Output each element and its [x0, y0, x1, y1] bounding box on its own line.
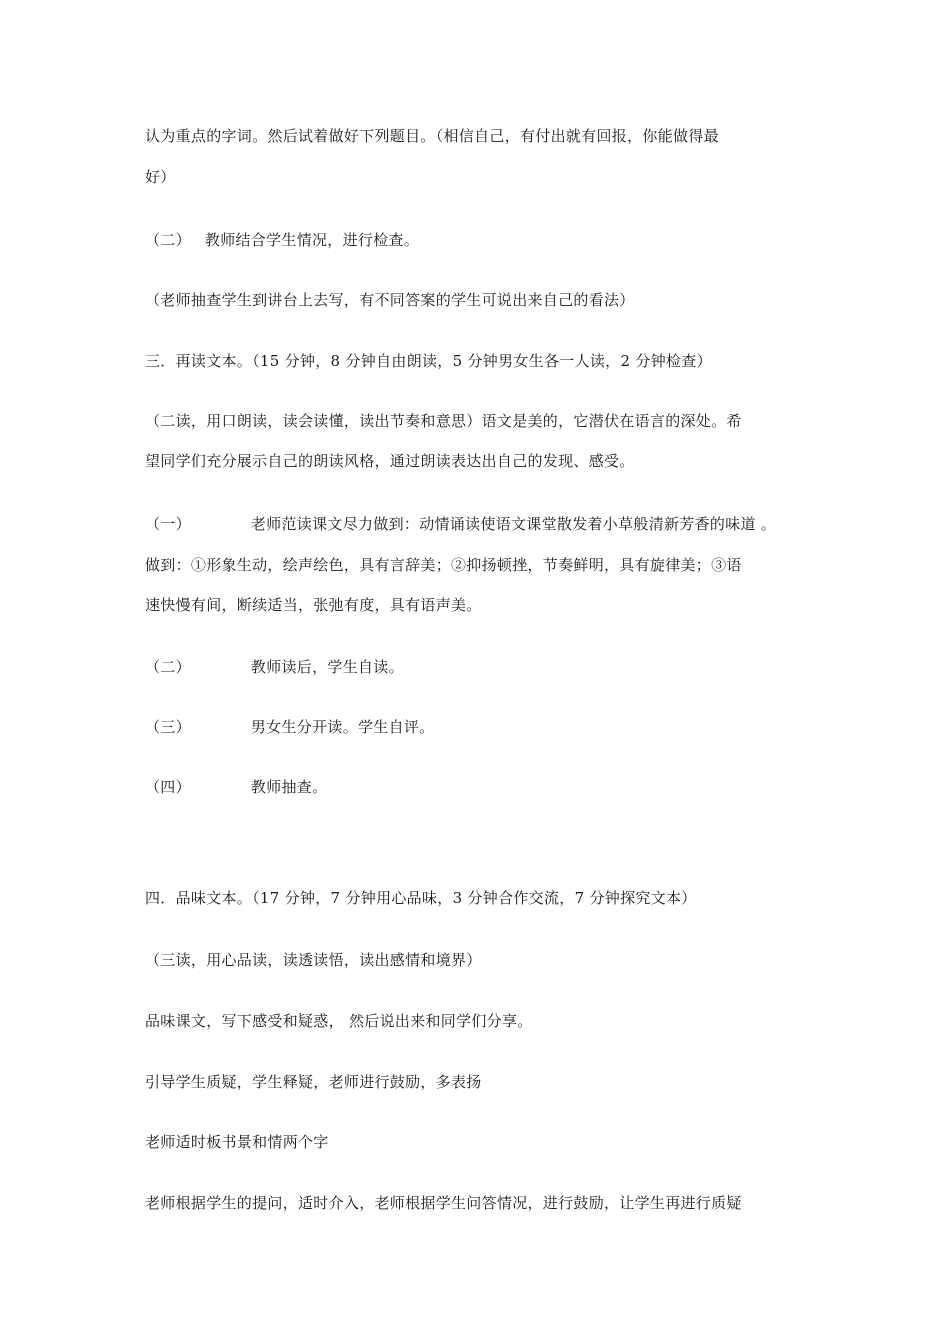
- list-number: （一）: [145, 515, 191, 533]
- list-item: [145, 514, 776, 534]
- paragraph-line: 引导学生质疑，学生释疑，老师进行鼓励，多表扬: [145, 1073, 482, 1091]
- section-heading: 三．再读文本。（15 分钟，8 分钟自由朗读，5 分钟男女生各一人读，2 分钟检查）: [145, 352, 712, 370]
- list-text: 老师范读课文尽力做到：动情诵读使语文课堂散发着小草般清新芳香的味道 。: [250, 515, 777, 533]
- paragraph-line: 老师适时板书景和情两个字: [145, 1133, 329, 1151]
- list-text: 男女生分开读。学生自评。: [250, 718, 435, 736]
- paragraph-line: 老师根据学生的提问，适时介入，老师根据学生问答情况，进行鼓励，让学生再进行质疑: [145, 1194, 742, 1212]
- list-number: （三）: [145, 718, 191, 736]
- list-number: （二）: [145, 658, 191, 676]
- list-text: 教师结合学生情况，进行检查。: [204, 231, 420, 249]
- paragraph-line: 品味课文，写下感受和疑惑， 然后说出来和同学们分享。: [145, 1012, 533, 1030]
- section-heading: 四．品味文本。（17 分钟，7 分钟用心品味，3 分钟合作交流，7 分钟探究文本）: [145, 889, 697, 907]
- list-text: 教师读后，学生自读。: [250, 658, 404, 676]
- paragraph-line: 好）: [145, 168, 176, 186]
- list-text: 教师抽查。: [250, 778, 328, 796]
- paragraph-line: 认为重点的字词。然后试着做好下列题目。（相信自己，有付出就有回报，你能做得最: [145, 127, 719, 145]
- paragraph-line: 望同学们充分展示自己的朗读风格，通过朗读表达出自己的发现、感受。: [145, 452, 635, 470]
- list-item: [145, 717, 435, 737]
- list-item: [145, 230, 419, 250]
- paragraph-line: （老师抽查学生到讲台上去写，有不同答案的学生可说出来自己的看法）: [145, 291, 635, 309]
- list-number: （四）: [145, 778, 191, 796]
- list-item: [145, 777, 327, 797]
- list-number: （二）: [145, 231, 191, 249]
- paragraph-line: 速快慢有间，断续适当，张弛有度，具有语声美。: [145, 596, 482, 614]
- paragraph-line: （三读，用心品读，读透读悟，读出感情和境界）: [145, 951, 482, 969]
- paragraph-line: （二读，用口朗读，读会读懂，读出节奏和意思）语文是美的，它潜伏在语言的深处。希: [145, 412, 742, 430]
- list-item: [145, 657, 404, 677]
- paragraph-line: 做到：①形象生动，绘声绘色，具有言辞美；②抑扬顿挫，节奏鲜明，具有旋律美；③语: [145, 556, 742, 574]
